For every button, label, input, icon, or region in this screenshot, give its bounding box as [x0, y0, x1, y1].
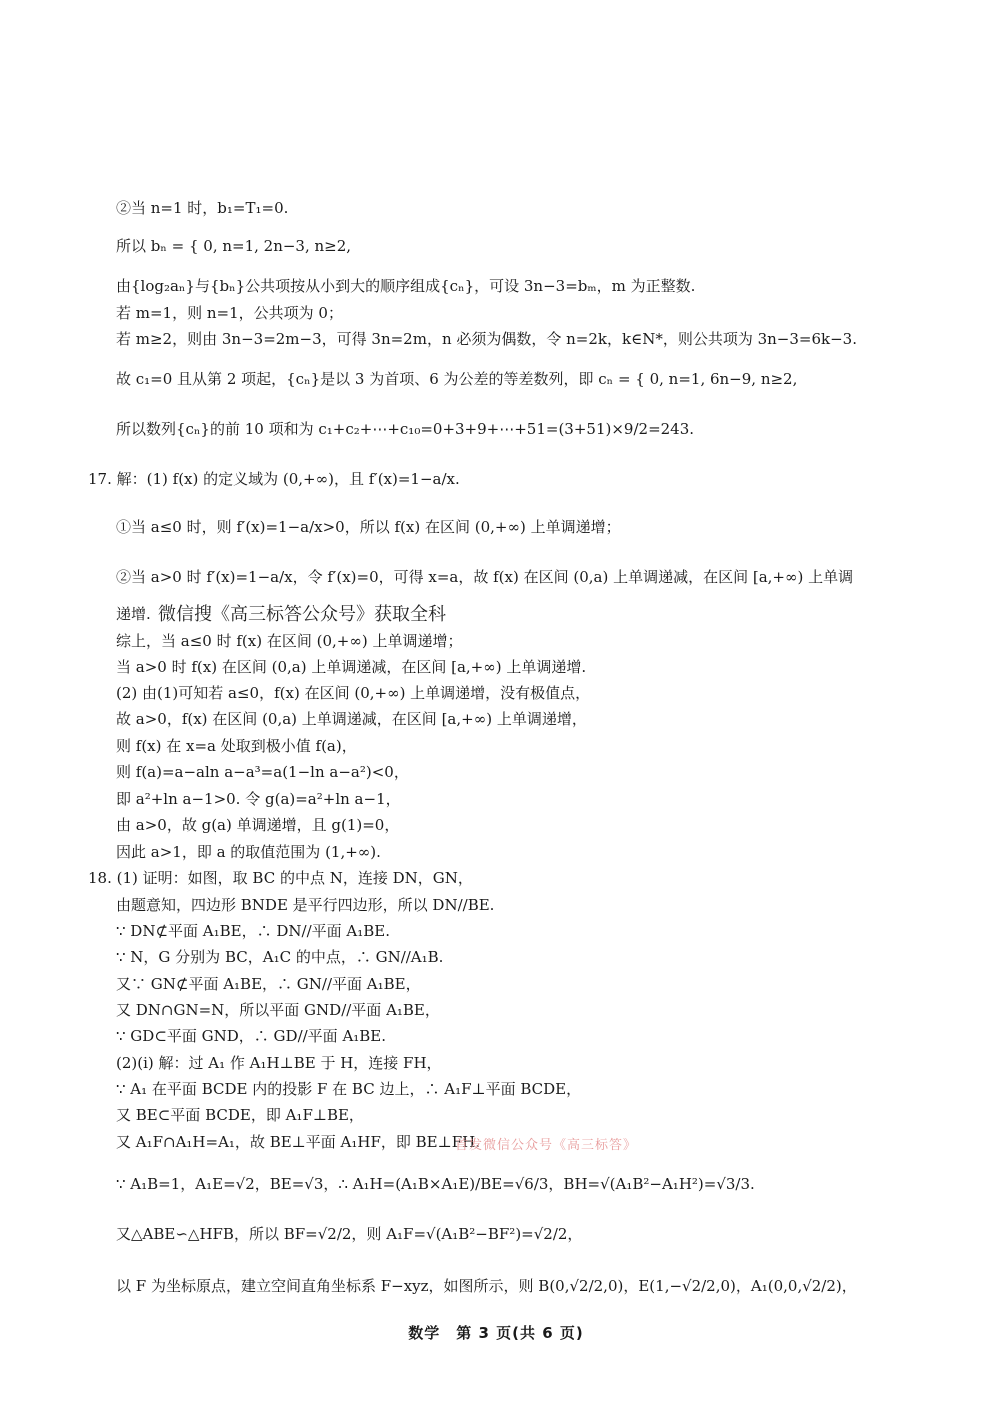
problem-17-heading: 17. 解：(1) f(x) 的定义域为 (0,+∞)，且 f′(x)=1−a/x.: [88, 470, 460, 488]
text-line: 若 m≥2，则由 3n−3=2m−3，可得 3n=2m，n 必须为偶数，令 n=2k，k∈N*，则公共项为 3n−3=6k−3.: [116, 330, 857, 348]
text-line: ∵ A₁B=1，A₁E=√2，BE=√3，∴ A₁H=(A₁B×A₁E)/BE=√6/3，BH=√(A₁B²−A₁H²)=√3/3.: [116, 1175, 755, 1193]
text-line: ②当 a>0 时 f′(x)=1−a/x，令 f′(x)=0，可得 x=a，故 f(x) 在区间 (0,a) 上单调递减，在区间 [a,+∞) 上单调: [116, 568, 854, 586]
text-line: 以 F 为坐标原点，建立空间直角坐标系 F−xyz，如图所示，则 B(0,√2/2,0)，E(1,−√2/2,0)，A₁(0,0,√2/2)，: [116, 1277, 857, 1295]
text-line: 又△ABE∽△HFB，所以 BF=√2/2，则 A₁F=√(A₁B²−BF²)=√2/2，: [116, 1225, 583, 1243]
text-line: 因此 a>1，即 a 的取值范围为 (1,+∞).: [116, 843, 381, 861]
text-line: 则 f(a)=a−aln a−a³=a(1−ln a−a²)<0，: [116, 763, 409, 781]
text-line: 又 DN∩GN=N，所以平面 GND//平面 A₁BE，: [116, 1001, 440, 1019]
text-line: 当 a>0 时 f(x) 在区间 (0,a) 上单调递减，在区间 [a,+∞) 上单调递增.: [116, 658, 587, 676]
watermark-text: 微信搜《高三标答公众号》获取全科: [158, 604, 446, 625]
text-line: ∵ A₁ 在平面 BCDE 内的投影 F 在 BC 边上，∴ A₁F⊥平面 BCDE，: [116, 1080, 582, 1098]
text-line: ∵ GD⊂平面 GND，∴ GD//平面 A₁BE.: [116, 1027, 387, 1045]
text-line: (2)(i) 解：过 A₁ 作 A₁H⊥BE 于 H，连接 FH，: [116, 1054, 442, 1072]
problem-18-heading: 18. (1) 证明：如图，取 BC 的中点 N，连接 DN，GN，: [88, 869, 473, 887]
text-line: 递增.: [116, 605, 151, 623]
text-line: ②当 n=1 时，b₁=T₁=0.: [116, 199, 289, 217]
text-line: 由{log₂aₙ}与{bₙ}公共项按从小到大的顺序组成{cₙ}，可设 3n−3=bₘ，m 为正整数.: [116, 277, 696, 295]
text-line: 又 A₁F∩A₁H=A₁，故 BE⊥平面 A₁HF，即 BE⊥FH.: [116, 1133, 480, 1151]
text-line: 由题意知，四边形 BNDE 是平行四边形，所以 DN//BE.: [116, 896, 495, 914]
text-line: ∵ N，G 分别为 BC，A₁C 的中点，∴ GN//A₁B.: [116, 948, 444, 966]
text-line: ∵ DN⊄平面 A₁BE，∴ DN//平面 A₁BE.: [116, 922, 390, 940]
text-line: (2) 由(1)可知若 a≤0，f(x) 在区间 (0,+∞) 上单调递增，没有极值点，: [116, 684, 591, 702]
text-line: ①当 a≤0 时，则 f′(x)=1−a/x>0，所以 f(x) 在区间 (0,+∞) 上单调递增；: [116, 518, 621, 536]
text-line: 所以 bₙ = { 0, n=1, 2n−3, n≥2,: [116, 237, 352, 255]
text-line: 又 BE⊂平面 BCDE，即 A₁F⊥BE，: [116, 1106, 364, 1124]
text-line: 又∵ GN⊄平面 A₁BE，∴ GN//平面 A₁BE，: [116, 975, 421, 993]
text-line: 所以数列{cₙ}的前 10 项和为 c₁+c₂+⋯+c₁₀=0+3+9+⋯+51=(3+51)×9/2=243.: [116, 420, 695, 438]
page-footer: 数学 第 3 页(共 6 页): [408, 1324, 584, 1342]
text-line: 若 m=1，则 n=1，公共项为 0；: [116, 304, 343, 322]
text-line: 由 a>0，故 g(a) 单调递增，且 g(1)=0，: [116, 816, 400, 834]
text-line: 即 a²+ln a−1>0. 令 g(a)=a²+ln a−1，: [116, 790, 401, 808]
watermark-red-text: 首发微信公众号《高三标答》: [455, 1138, 638, 1153]
text-line: 故 c₁=0 且从第 2 项起，{cₙ}是以 3 为首项、6 为公差的等差数列，即 cₙ = { 0, n=1, 6n−9, n≥2,: [116, 370, 798, 388]
text-line: 则 f(x) 在 x=a 处取到极小值 f(a)，: [116, 737, 357, 755]
text-line: 综上，当 a≤0 时 f(x) 在区间 (0,+∞) 上单调递增；: [116, 632, 463, 650]
text-line: 故 a>0，f(x) 在区间 (0,a) 上单调递减，在区间 [a,+∞) 上单调递增，: [116, 710, 587, 728]
